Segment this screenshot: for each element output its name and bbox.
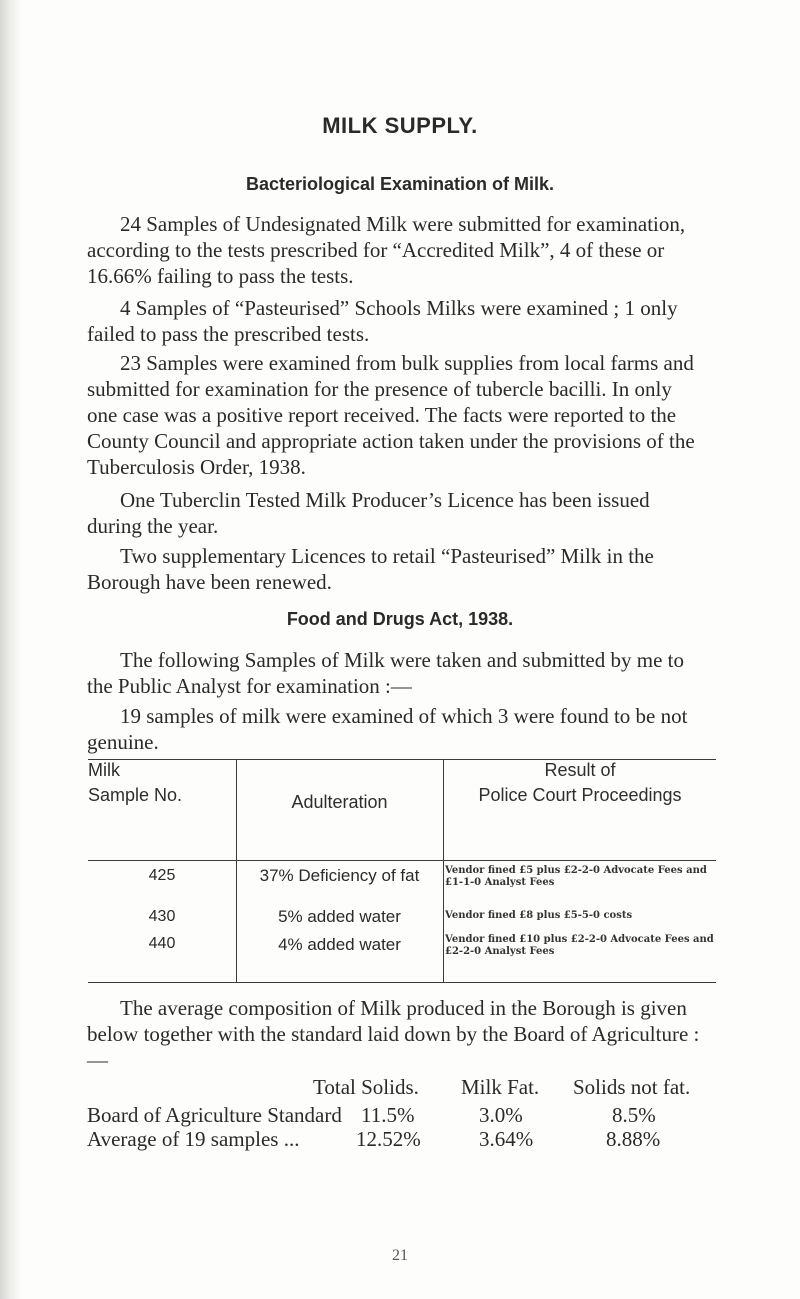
table-bottom-rule	[88, 982, 716, 983]
paragraph-samples-taken: The following Samples of Milk were taken and submitted by me to the Public Analyst for examination :—	[87, 648, 684, 698]
composition-cell-solids-not-fat: 8.88%	[606, 1127, 661, 1151]
table-cell-result: Vendor fined £8 plus £5-5-0 costs	[445, 910, 633, 921]
paragraph-bulk-supplies: 23 Samples were examined from bulk supplies from local farms and submitted for examination for the presence of tubercle bacilli. In only one case was a positive report received. The facts were reported to the County Council and appropriate action taken under the provisions of the Tuberculosis Order, 1938.	[87, 351, 695, 479]
composition-cell-total-solids: 12.52%	[356, 1127, 421, 1151]
composition-cell-milk-fat: 3.64%	[479, 1127, 534, 1151]
table-cell-sample: 430	[148, 908, 176, 925]
table-cell-result: Vendor fined £5 plus £2-2-0 Advocate Fees and £1-1-0 Analyst Fees	[445, 865, 707, 888]
section-title-food-and-drugs: Food and Drugs Act, 1938.	[286, 609, 514, 629]
header-adulteration: Adulteration	[291, 792, 388, 812]
milk-samples-table	[88, 759, 716, 983]
header-sample-line1: Milk	[88, 760, 120, 780]
composition-cell-total-solids: 11.5%	[361, 1103, 415, 1127]
composition-header-milk-fat: Milk Fat.	[461, 1075, 540, 1099]
table-cell-adulteration: 4% added water	[278, 935, 401, 954]
paragraph-supplementary-licences: Two supplementary Licences to retail “Pasteurised” Milk in the Borough have been renewed.	[87, 544, 654, 594]
table-cell-adulteration: 5% added water	[278, 907, 401, 926]
table-cell-result: Vendor fined £10 plus £2-2-0 Advocate Fees and £2-2-0 Analyst Fees	[445, 934, 714, 957]
header-sample-line2: Sample No.	[88, 785, 183, 805]
composition-cell-solids-not-fat: 8.5%	[612, 1103, 656, 1127]
table-column-divider	[443, 759, 444, 982]
composition-cell-milk-fat: 3.0%	[479, 1103, 523, 1127]
paragraph-undesignated-milk: 24 Samples of Undesignated Milk were submitted for examination, according to the tests prescribed for “Accredited Milk”, 4 of these or 16.66% failing to pass the tests.	[87, 212, 686, 288]
table-cell-sample: 440	[148, 935, 176, 952]
section-title-bacteriological: Bacteriological Examination of Milk.	[245, 174, 555, 194]
table-cell-sample: 425	[148, 867, 176, 884]
composition-header-solids-not-fat: Solids not fat.	[573, 1075, 691, 1099]
composition-row-label: Average of 19 samples ...	[87, 1127, 300, 1151]
header-result-line1: Result of	[544, 760, 616, 780]
composition-row-label: Board of Agriculture Standard	[87, 1103, 342, 1127]
page-heading: MILK SUPPLY.	[322, 113, 478, 138]
page-number: 21	[392, 1247, 408, 1264]
paragraph-tuberclin-licence: One Tuberclin Tested Milk Producer’s Licence has been issued during the year.	[87, 488, 650, 538]
paragraph-average-composition: The average composition of Milk produced in the Borough is given below together with the standard laid down by the Board of Agriculture :—	[87, 996, 700, 1072]
paragraph-pasteurised-schools-milk: 4 Samples of “Pasteurised” Schools Milks were examined ; 1 only failed to pass the prescribed tests.	[87, 296, 678, 346]
header-result-line2: Police Court Proceedings	[478, 785, 682, 805]
paragraph-samples-examined: 19 samples of milk were examined of which 3 were found to be not genuine.	[87, 704, 688, 754]
composition-header-total-solids: Total Solids.	[313, 1075, 419, 1099]
table-cell-adulteration: 37% Deficiency of fat	[259, 866, 420, 885]
table-header-rule	[88, 860, 716, 861]
